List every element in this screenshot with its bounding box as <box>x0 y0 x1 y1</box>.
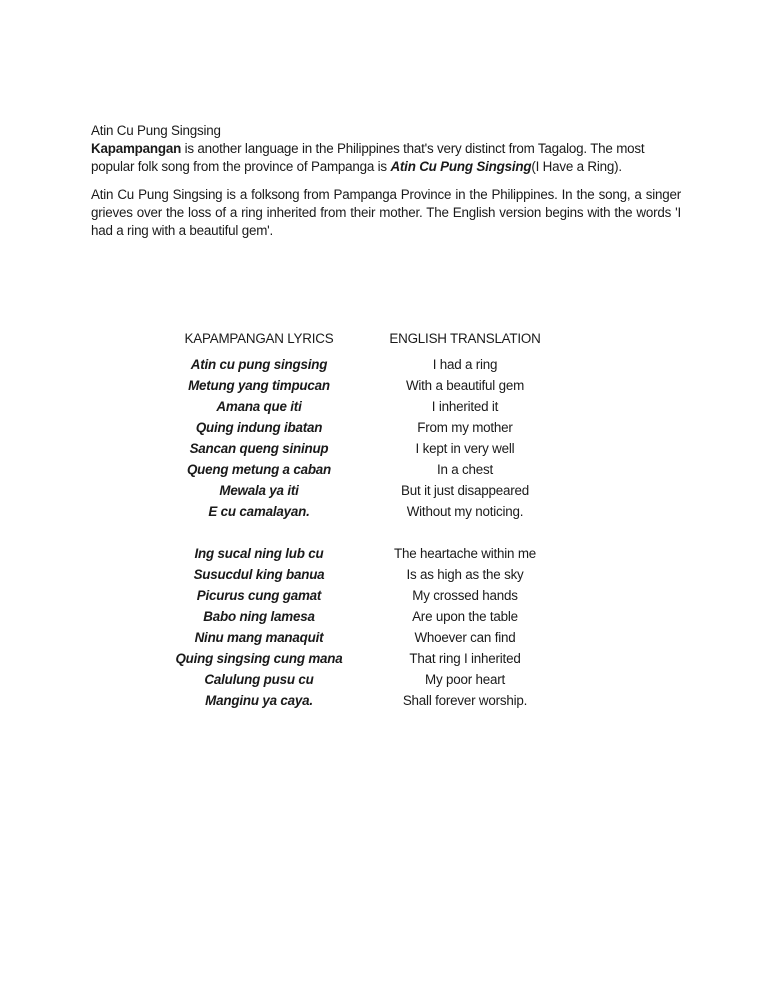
lyric-line: Ninu mang manaquit <box>194 630 324 645</box>
english-stanza-1 <box>377 354 553 522</box>
lyric-line: E cu camalayan. <box>208 504 310 519</box>
english-header: ENGLISH TRANSLATION <box>389 331 541 346</box>
lyric-line: Ing sucal ning lub cu <box>194 546 324 561</box>
translation-line: I kept in very well <box>415 441 515 456</box>
lyric-line: Quing indung ibatan <box>195 420 323 435</box>
translation-line: Is as high as the sky <box>406 567 524 582</box>
kapampangan-column <box>160 328 358 711</box>
lyric-line: Sancan queng sininup <box>189 441 329 456</box>
translation-line: Shall forever worship. <box>402 693 528 708</box>
lyric-line: Calulung pusu cu <box>204 672 314 687</box>
lyric-line: Quing singsing cung mana <box>175 651 343 666</box>
lyric-line: Mewala ya iti <box>219 483 299 498</box>
lyric-line: Atin cu pung singsing <box>190 357 328 372</box>
translation-line: Without my noticing. <box>406 504 524 519</box>
translation-line: My crossed hands <box>412 588 518 603</box>
stanza-gap <box>377 522 553 543</box>
intro-paragraph-1 <box>91 140 681 176</box>
lyric-line: Susucdul king banua <box>193 567 325 582</box>
translation-line: Are upon the table <box>412 609 518 624</box>
song-title-translation: (I Have a Ring). <box>531 159 622 174</box>
translation-line: Whoever can find <box>414 630 516 645</box>
translation-line: In a chest <box>436 462 494 477</box>
intro-paragraph-2: Atin Cu Pung Singsing is a folksong from Pampanga Province in the Philippines. In the song, a singer grieves over the loss of a ring inherited from their mother. The English version begins with the words 'I had a ring with a beautiful gem'. <box>91 187 681 238</box>
translation-line: With a beautiful gem <box>405 378 525 393</box>
intro-section <box>91 122 681 240</box>
translation-line: The heartache within me <box>393 546 537 561</box>
lyric-line: Picurus cung gamat <box>196 588 322 603</box>
lyric-line: Metung yang timpucan <box>188 378 330 393</box>
lyric-line: Queng metung a caban <box>186 462 332 477</box>
lyric-line: Babo ning lamesa <box>203 609 315 624</box>
language-name: Kapampangan <box>91 141 182 156</box>
lyric-line: Amana que iti <box>216 399 302 414</box>
kapampangan-header: KAPAMPANGAN LYRICS <box>184 331 334 346</box>
stanza-gap <box>160 522 358 543</box>
translation-line: I inherited it <box>431 399 499 414</box>
translation-line: That ring I inherited <box>409 651 521 666</box>
translation-line: From my mother <box>417 420 513 435</box>
kapampangan-stanza-1 <box>160 354 358 522</box>
document-title: Atin Cu Pung Singsing <box>91 123 221 138</box>
kapampangan-stanza-2 <box>160 543 358 711</box>
translation-line: But it just disappeared <box>401 483 529 498</box>
song-title: Atin Cu Pung Singsing <box>390 159 532 174</box>
english-column <box>377 328 553 711</box>
english-stanza-2 <box>377 543 553 711</box>
translation-line: I had a ring <box>432 357 498 372</box>
translation-line: My poor heart <box>424 672 505 687</box>
lyric-line: Manginu ya caya. <box>205 693 313 708</box>
intro-paragraph-1-text: is another language in the Philippines that's very distinct from Tagalog. The most popular folk song from the province of Pampanga is <box>91 141 645 174</box>
